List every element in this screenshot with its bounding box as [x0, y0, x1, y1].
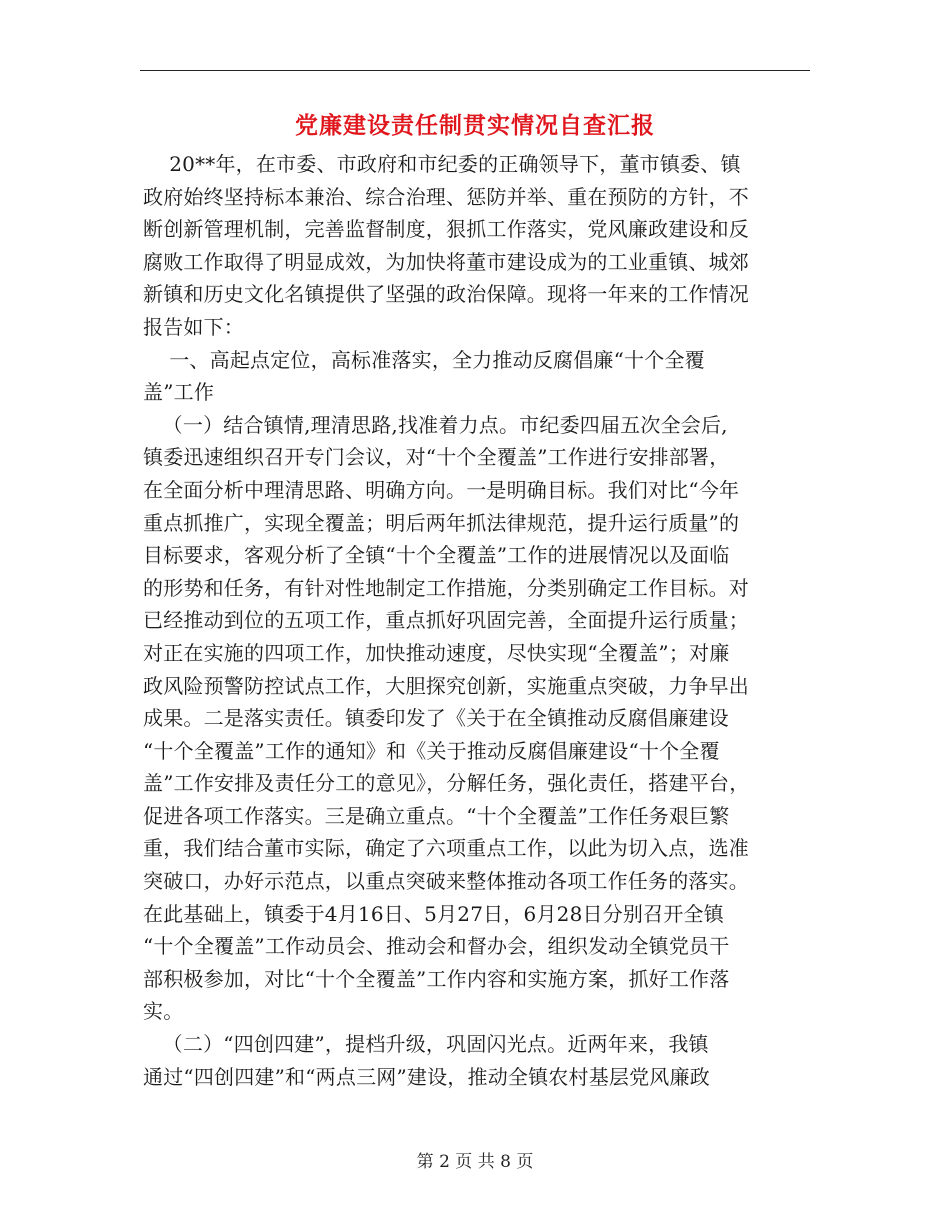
body-line: 腐败工作取得了明显成效，为加快将董市建设成为的工业重镇、城郊 — [143, 249, 749, 274]
body-line: 实。 — [143, 999, 184, 1024]
body-line: 部积极参加，对比“十个全覆盖”工作内容和实施方案，抓好工作落 — [143, 966, 730, 991]
body-line: 对正在实施的四项工作，加快推动速度，尽快实现“全覆盖”；对廉 — [143, 640, 730, 665]
body-line: 在全面分析中理清思路、明确方向。一是明确目标。我们对比“今年 — [143, 477, 740, 502]
body-line: （一）结合镇情,理清思路,找准着力点。市纪委四届五次全会后, — [143, 412, 728, 437]
body-line: 新镇和历史文化名镇提供了坚强的政治保障。现将一年来的工作情况 — [143, 282, 749, 307]
body-line: 政风险预警防控试点工作，大胆探究创新，实施重点突破，力争早出 — [143, 673, 749, 698]
body-line: 通过“四创四建”和“两点三网”建设，推动全镇农村基层党风廉政 — [143, 1064, 710, 1089]
body-line: 断创新管理机制，完善监督制度，狠抓工作落实，党风廉政建设和反 — [143, 217, 749, 242]
body-line: 盖”工作安排及责任分工的意见》，分解任务，强化责任，搭建平台， — [143, 771, 750, 796]
body-line: 重，我们结合董市实际，确定了六项重点工作，以此为切入点，选准 — [143, 836, 749, 861]
section-heading-line: 一、高起点定位，高标准落实，全力推动反腐倡廉“十个全覆 — [143, 347, 705, 372]
body-line: 政府始终坚持标本兼治、综合治理、惩防并举、重在预防的方针，不 — [143, 184, 749, 209]
body-line: 已经推动到位的五项工作，重点抓好巩固完善，全面提升运行质量； — [143, 608, 749, 633]
body-line: 成果。二是落实责任。镇委印发了《关于在全镇推动反腐倡廉建设 — [143, 706, 729, 731]
body-line: 促进各项工作落实。三是确立重点。“十个全覆盖”工作任务艰巨繁 — [143, 803, 730, 828]
body-line: “十个全覆盖”工作动员会、推动会和督办会，组织发动全镇党员干 — [143, 934, 730, 959]
body-line: （二）“四创四建”，提档升级，巩固闪光点。近两年来，我镇 — [143, 1032, 709, 1057]
body-line: 突破口，办好示范点，以重点突破来整体推动各项工作任务的落实。 — [143, 869, 749, 894]
body-line: 目标要求，客观分析了全镇“十个全覆盖”工作的进展情况以及面临 — [143, 543, 730, 568]
document-title: 党廉建设责任制贯实情况自查汇报 — [295, 112, 655, 139]
section-heading-line: 盖”工作 — [143, 380, 215, 405]
page-footer: 第 2 页 共 8 页 — [416, 1152, 534, 1172]
body-line: 20**年，在市委、市政府和市纪委的正确领导下，董市镇委、镇 — [143, 152, 741, 176]
body-line: 镇委迅速组织召开专门会议，对“十个全覆盖”工作进行安排部署， — [143, 445, 730, 470]
body-line: 报告如下： — [143, 314, 244, 339]
body-line: 的形势和任务，有针对性地制定工作措施，分类别确定工作目标。对 — [143, 575, 749, 600]
document-body — [143, 148, 807, 1093]
body-line: “十个全覆盖”工作的通知》和《关于推动反腐倡廉建设“十个全覆 — [143, 738, 720, 763]
body-line: 重点抓推广，实现全覆盖；明后两年抓法律规范，提升运行质量”的 — [143, 510, 740, 535]
header-rule — [140, 70, 810, 71]
body-line: 在此基础上，镇委于4月16日、5月27日，6月28日分别召开全镇 — [143, 901, 724, 926]
